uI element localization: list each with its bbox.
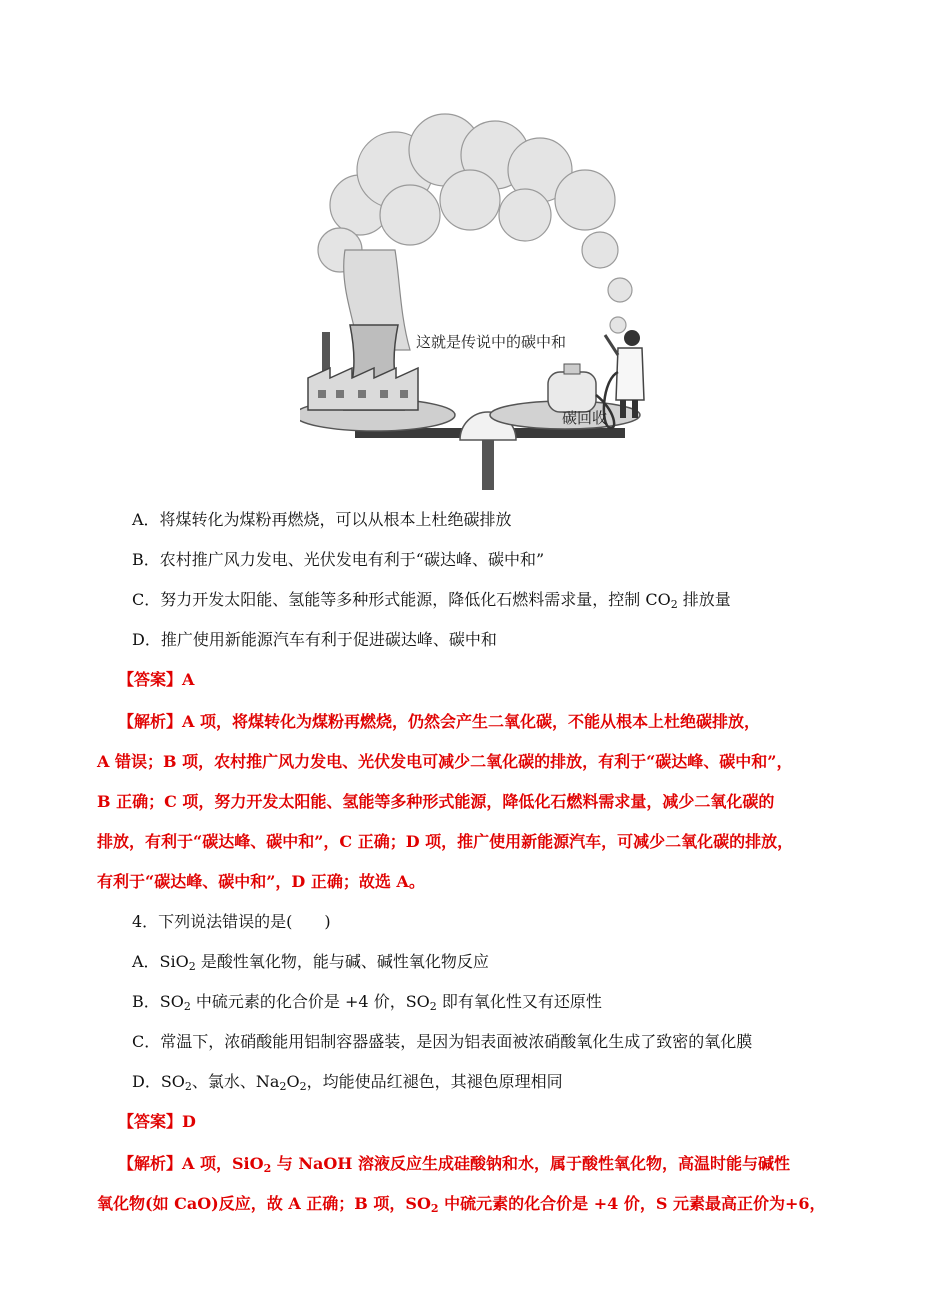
q3-option-c: C．努力开发太阳能、氢能等多种形式能源，降低化石燃料需求量，控制 $CO_2$ 排放量 [132,590,731,611]
q3-answer: 【答案】A [118,670,195,689]
q4-answer: 【答案】D [118,1112,196,1131]
q3-explanation-line: 有利于“碳达峰、碳中和”，D 正确；故选 A。 [97,872,425,891]
q3-option-d: D．推广使用新能源汽车有利于促进碳达峰、碳中和 [132,630,497,649]
q4-explanation-line: 氧化物(如 CaO)反应，故 A 正确；B 项，$SO_2$ 中硫元素的化合价是 +4 价，S 元素最高正价为+6， [97,1194,826,1215]
q3-explanation-line: 排放，有利于“碳达峰、碳中和”，C 正确；D 项，推广使用新能源汽车，可减少二氧化碳的排放， [97,832,794,851]
q4-option-c: C．常温下，浓硝酸能用铝制容器盛装，是因为铝表面被浓硝酸氧化生成了致密的氧化膜 [132,1032,753,1051]
illustration-drawing [300,110,645,490]
q3-explanation-line: A 错误；B 项，农村推广风力发电、光伏发电可减少二氧化碳的排放，有利于“碳达峰、碳中和”， [97,752,793,771]
q4-option-d: D．$SO_2$、氯水、$Na_2O_2$，均能使品红褪色，其褪色原理相同 [132,1072,563,1093]
q3-option-b: B．农村推广风力发电、光伏发电有利于“碳达峰、碳中和” [132,550,545,569]
figure-caption: 这就是传说中的碳中和 [416,333,567,351]
q4-explanation-line: 【解析】A 项，SiO$_2$ 与 NaOH 溶液反应生成硅酸钠和水，属于酸性氧化物，高温时能与碱性 [118,1154,790,1175]
carbon-neutral-illustration [300,110,645,490]
q4-stem: 4．下列说法错误的是( ) [132,912,331,931]
q4-option-a: A．SiO$_2$ 是酸性氧化物，能与碱、碱性氧化物反应 [132,952,489,973]
q4-option-b: B．$SO_2$ 中硫元素的化合价是 +4 价，$SO_2$ 即有氧化性又有还原性 [132,992,602,1013]
q3-option-a: A．将煤转化为煤粉再燃烧，可以从根本上杜绝碳排放 [132,510,512,529]
factory [308,368,418,410]
storage-tank [548,372,596,412]
q3-explanation-line: B 正确；C 项，努力开发太阳能、氢能等多种形式能源，降低化石燃料需求量，减少二氧化碳的 [97,792,775,811]
tank-label: 碳回收 [562,409,608,427]
q3-explanation-line: 【解析】A 项，将煤转化为煤粉再燃烧，仍然会产生二氧化碳，不能从根本上杜绝碳排放， [118,712,760,731]
